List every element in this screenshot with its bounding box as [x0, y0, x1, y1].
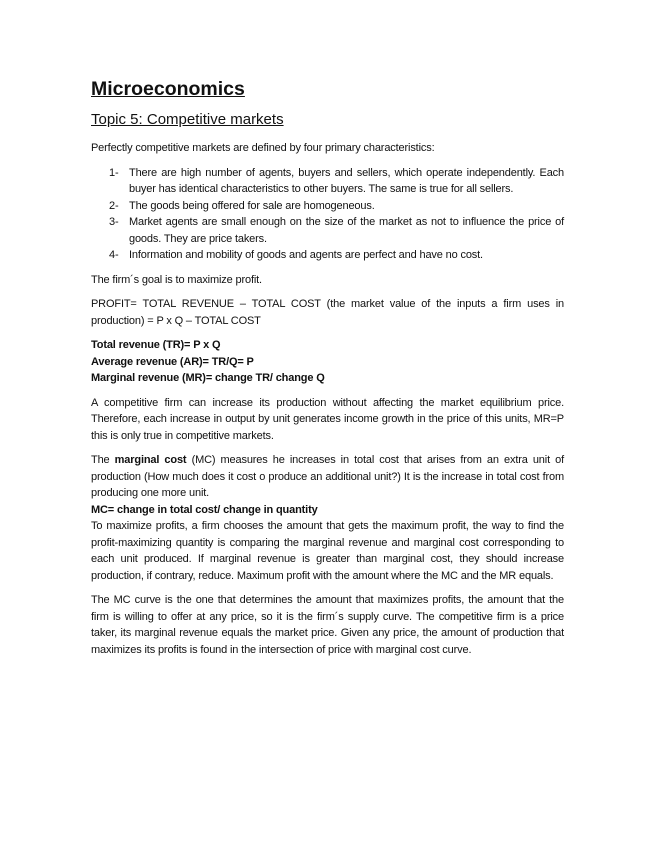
marginal-revenue-formula: Marginal revenue (MR)= change TR/ change Q	[91, 372, 325, 384]
topic-heading: Topic 5: Competitive markets	[91, 111, 284, 128]
goal-paragraph: The firm´s goal is to maximize profit.	[91, 273, 262, 286]
list-number: 3-	[109, 216, 119, 228]
marginal-cost-formula: MC= change in total cost/ change in quantity	[91, 503, 318, 516]
list-number: 1-	[109, 166, 119, 179]
mc-curve-paragraph: The MC curve is the one that determines the amount that maximizes profits, the amount that the firm is willing to offer at any price, so it is the firm´s supply curve. The competitive firm is a price taker, its marginal revenue equals the market price. Given any price, the amount of production that maximizes its profits is found in the intersection of price with marginal cost curve.	[91, 594, 564, 656]
intro-paragraph: Perfectly competitive markets are defined by four primary characteristics:	[91, 142, 435, 154]
marginal-cost-rest: (MC) measures he increases in total cost that arises from an extra unit of production (How much does it cost o produce an additional unit?) It is the increase in total cost from producing one more unit.	[91, 454, 564, 499]
list-item-text: Information and mobility of goods and agents are perfect and have no cost.	[129, 249, 483, 261]
characteristics-list	[91, 165, 564, 264]
maximize-paragraph: To maximize profits, a firm chooses the amount that gets the maximum profit, the way to find the profit-maximizing quantity is comparing the marginal revenue and marginal cost corresponding to each unit produced. If marginal revenue is greater than marginal cost, they should increase production, if contrary, reduce. Maximum profit with the amount where the MC and the MR equals.	[91, 520, 564, 582]
list-number: 2-	[109, 199, 119, 212]
list-number: 4-	[109, 249, 119, 261]
marginal-cost-lead: The	[91, 454, 115, 466]
marginal-cost-term: marginal cost	[114, 454, 187, 466]
document-title: Microeconomics	[91, 78, 245, 100]
competitive-firm-paragraph: A competitive firm can increase its production without affecting the market equilibrium price. Therefore, each increase in output by unit generates income growth in the price of this units, MR=P this is only true in competitive markets.	[91, 396, 564, 442]
revenue-formulas	[91, 337, 564, 387]
average-revenue-formula: Average revenue (AR)= TR/Q= P	[91, 355, 254, 368]
list-item-text: Market agents are small enough on the size of the market as not to influence the price of goods. They are price takers.	[129, 216, 564, 245]
list-item	[91, 247, 564, 264]
total-revenue-formula: Total revenue (TR)= P x Q	[91, 339, 221, 351]
profit-definition: PROFIT= TOTAL REVENUE – TOTAL COST (the market value of the inputs a firm uses in production) = P x Q – TOTAL COST	[91, 298, 564, 327]
list-item	[91, 214, 564, 247]
document-page	[91, 76, 564, 666]
list-item-text: There are high number of agents, buyers and sellers, which operate independently. Each buyer has identical characteristics to other buyers. The same is true for all sellers.	[129, 166, 564, 195]
list-item-text: The goods being offered for sale are homogeneous.	[129, 199, 375, 212]
list-item	[91, 165, 564, 198]
marginal-cost-paragraph	[91, 452, 564, 502]
list-item	[91, 198, 564, 215]
